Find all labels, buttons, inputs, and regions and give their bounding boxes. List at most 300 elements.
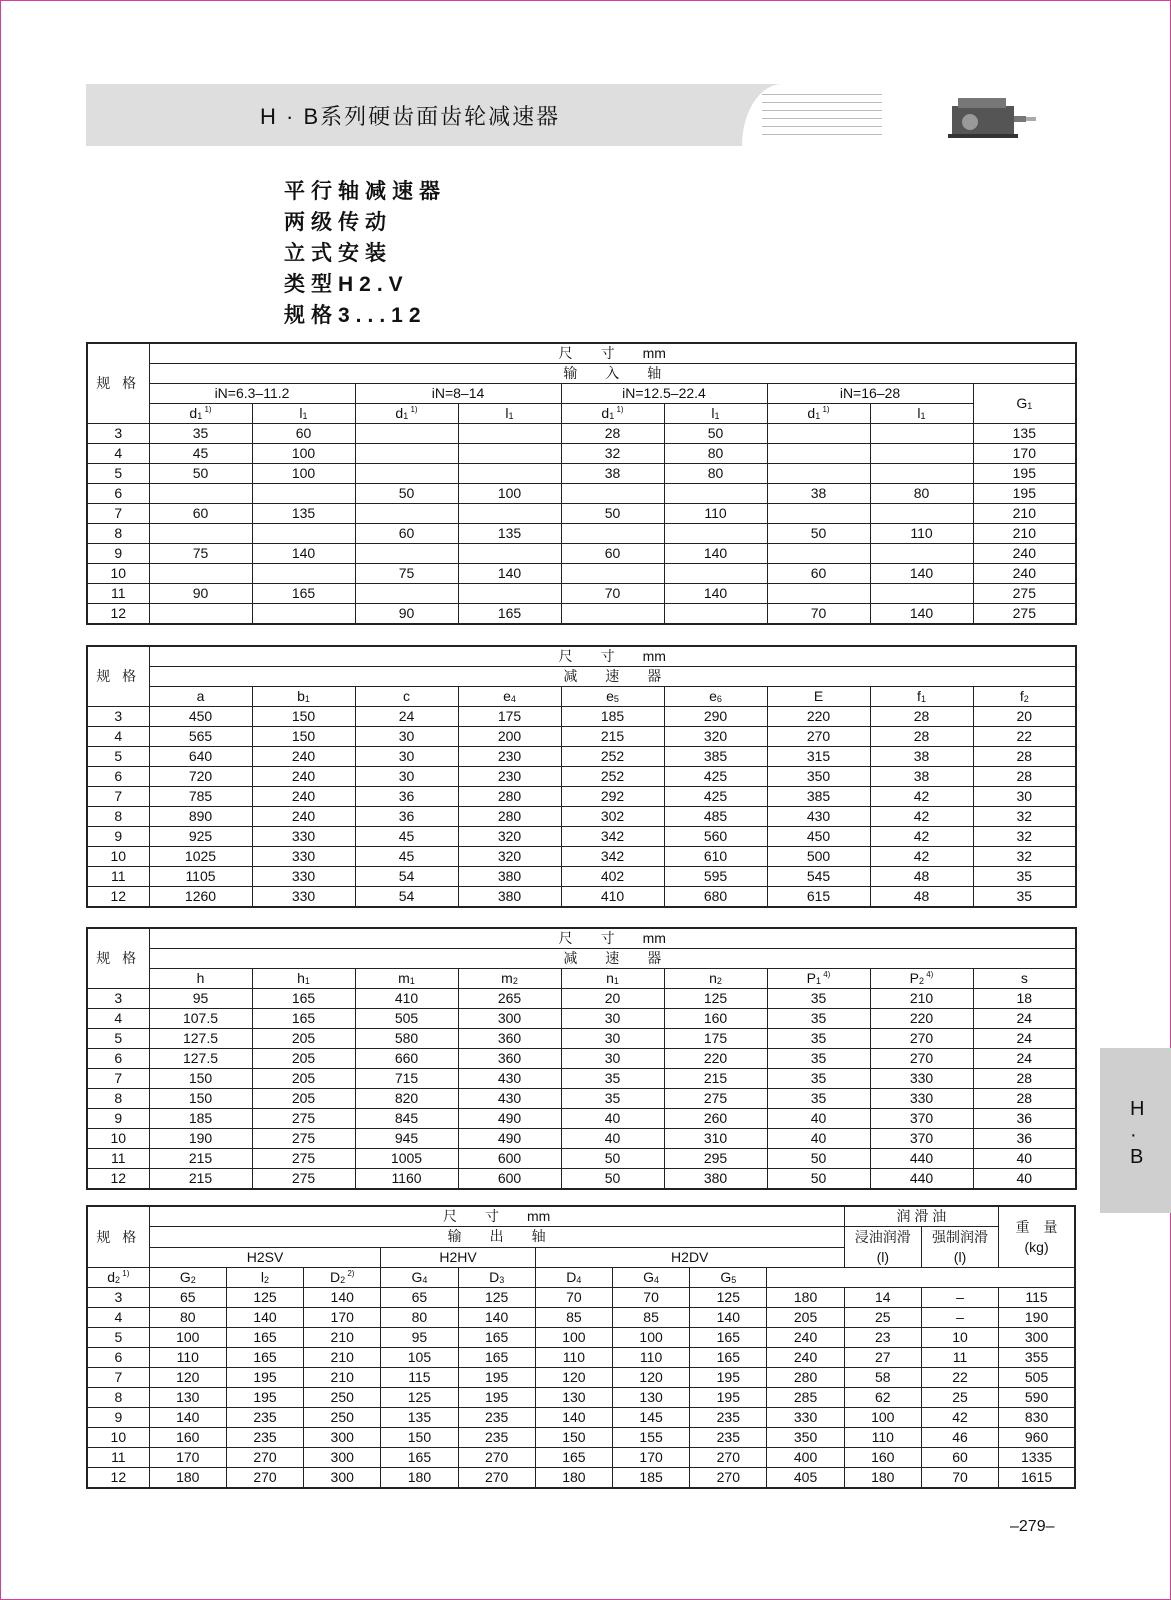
table-cell [870,544,973,564]
table-cell [870,504,973,524]
table-cell: 270 [458,1468,535,1489]
table-cell: 140 [664,544,767,564]
table-cell: 330 [252,827,355,847]
table-cell: 70 [561,584,664,604]
table-cell [767,444,870,464]
table-cell: 32 [973,807,1076,827]
table-cell: 50 [664,424,767,444]
table-cell: 355 [999,1348,1075,1368]
table-cell: 35 [767,1009,870,1029]
table-cell: 165 [535,1448,612,1468]
table-cell: 150 [381,1428,458,1448]
table-cell: 14 [844,1288,921,1308]
reducer-header: 减 速 器 [149,667,1076,687]
table-cell: 330 [870,1069,973,1089]
table-cell [767,504,870,524]
table-cell: 410 [561,887,664,908]
table-cell: 342 [561,847,664,867]
table-cell: 50 [355,484,458,504]
table-cell: 195 [458,1368,535,1388]
dip-label: 浸油润滑 [854,1229,911,1245]
table-cell: 260 [664,1109,767,1129]
table-cell: 45 [355,827,458,847]
table-cell: 210 [973,504,1076,524]
table-cell: 10 [921,1328,998,1348]
table-cell: 380 [458,887,561,908]
table-row [87,727,1076,747]
table-cell: 100 [844,1408,921,1428]
table-cell: 4 [87,727,149,747]
column-header: $m_1$ [355,969,458,989]
table-cell [767,424,870,444]
table-cell [458,544,561,564]
table-cell: 6 [87,767,149,787]
subtitle-3: 立式安装 [284,242,392,265]
table-cell: 28 [870,707,973,727]
table-cell: 38 [767,484,870,504]
column-header: $e_4$ [458,687,561,707]
table-cell: 9 [87,827,149,847]
table-row [87,1348,1075,1368]
ratio-header: iN=12.5–22.4 [561,384,767,404]
table-cell: 130 [149,1388,226,1408]
table-cell: 155 [612,1428,689,1448]
table-cell: 7 [87,1368,149,1388]
table-cell: 175 [664,1029,767,1049]
table-cell: 330 [252,847,355,867]
table-cell: 180 [381,1468,458,1489]
table-cell: 252 [561,747,664,767]
table-cell: 30 [355,767,458,787]
table-cell: 275 [252,1169,355,1190]
table-cell: 1025 [149,847,252,867]
table-cell: 315 [767,747,870,767]
table-cell: 38 [870,747,973,767]
table-cell: 42 [870,827,973,847]
table-cell: 490 [458,1109,561,1129]
table-cell: 65 [381,1288,458,1308]
table-cell: 215 [149,1149,252,1169]
table-cell [355,504,458,524]
table-cell: 165 [458,604,561,625]
table-cell: 32 [973,847,1076,867]
table-row [87,1089,1076,1109]
table-cell: 120 [149,1368,226,1388]
column-header: $l_2$ [226,1268,303,1288]
table-cell: 115 [381,1368,458,1388]
column-header: $d_2$ $^{1)}$ [87,1268,149,1288]
table-row [87,1408,1075,1428]
column-header: $n_2$ [664,969,767,989]
table-cell: 24 [973,1009,1076,1029]
group-header: H2DV [535,1247,844,1268]
table-cell: 50 [767,524,870,544]
table-row [87,989,1076,1009]
table-cell: 120 [535,1368,612,1388]
table-cell: 28 [561,424,664,444]
table-cell: 600 [458,1149,561,1169]
section-tab [1100,1048,1171,1213]
weight-unit: (kg) [1024,1239,1049,1255]
table-cell: 185 [561,707,664,727]
table-cell [870,444,973,464]
table-cell [149,564,252,584]
table-cell: 110 [149,1348,226,1368]
table-cell: 8 [87,1089,149,1109]
table-cell: 285 [767,1388,844,1408]
table-cell: 195 [973,484,1076,504]
column-header: a [149,687,252,707]
table-row [87,827,1076,847]
spec-header: 规 格 [87,343,149,424]
table-cell: 960 [999,1428,1075,1448]
table-cell: 28 [973,1089,1076,1109]
table-cell [149,604,252,625]
table-cell: 80 [870,484,973,504]
table-cell: 10 [87,1428,149,1448]
table-cell: 450 [149,707,252,727]
table-cell: 165 [226,1328,303,1348]
column-header: $n_1$ [561,969,664,989]
table-cell: 90 [355,604,458,625]
column-header: $P_1$ $^{4)}$ [767,969,870,989]
table-row [87,484,1076,504]
table-cell: 235 [226,1428,303,1448]
table-cell: 280 [458,787,561,807]
table-cell: 22 [921,1368,998,1388]
table-row [87,544,1076,564]
table-cell: 252 [561,767,664,787]
table-cell: 230 [458,747,561,767]
column-header: $G_4$ [612,1268,689,1288]
table-cell: 945 [355,1129,458,1149]
table-cell: 615 [767,887,870,908]
table-cell: 10 [87,1129,149,1149]
table-row [87,1029,1076,1049]
table-cell: 3 [87,707,149,727]
table-cell: 24 [973,1029,1076,1049]
table-cell: 240 [252,787,355,807]
table-cell [561,564,664,584]
table-cell: 35 [767,1049,870,1069]
page-title: H · B系列硬齿面齿轮减速器 [260,104,561,129]
table-cell: – [921,1308,998,1328]
table-cell: 170 [149,1448,226,1468]
table-cell: 20 [973,707,1076,727]
subtitle-2: 两级传动 [284,211,392,234]
table-cell: 8 [87,524,149,544]
table-cell: 195 [690,1368,767,1388]
table-cell: 140 [458,1308,535,1328]
table-cell: 10 [87,564,149,584]
column-header: $d_1$ $^{1)}$ [149,404,252,424]
table-cell: 210 [304,1368,381,1388]
table-cell: 11 [87,584,149,604]
table-cell: 350 [767,767,870,787]
table-cell: 385 [664,747,767,767]
column-header: $l_1$ [252,404,355,424]
table-cell: 42 [870,847,973,867]
table-cell: 342 [561,827,664,847]
table-cell: 36 [973,1129,1076,1149]
table-cell: 105 [381,1348,458,1368]
table-cell: 205 [767,1308,844,1328]
column-header: $D_4$ [535,1268,612,1288]
table-cell: 95 [381,1328,458,1348]
table-cell: 565 [149,727,252,747]
g1-header: $G_1$ [973,384,1076,424]
table-cell: 380 [458,867,561,887]
table-cell: 135 [973,424,1076,444]
table-cell: 18 [973,989,1076,1009]
table-cell: 140 [458,564,561,584]
table-cell: 30 [355,747,458,767]
table-cell: 140 [664,584,767,604]
table-cell: 140 [252,544,355,564]
table-cell: 195 [690,1388,767,1408]
table-cell: 500 [767,847,870,867]
table-cell: 80 [664,464,767,484]
table-cell: 110 [870,524,973,544]
dip-header [844,1227,921,1268]
table-cell: 195 [226,1368,303,1388]
table-row [87,564,1076,584]
table-cell: 165 [252,584,355,604]
column-header: $f_1$ [870,687,973,707]
table-cell: 425 [664,787,767,807]
table-cell: 235 [690,1408,767,1428]
table-cell: 450 [767,827,870,847]
table-cell: 54 [355,887,458,908]
table-cell: 215 [664,1069,767,1089]
table-cell: 265 [458,989,561,1009]
table-cell: 140 [226,1308,303,1328]
table-cell: 545 [767,867,870,887]
table-row [87,707,1076,727]
table-cell: 310 [664,1129,767,1149]
table-cell [355,444,458,464]
table-cell: 65 [149,1288,226,1308]
table-cell: 330 [870,1089,973,1109]
table-cell: 150 [149,1069,252,1089]
table-cell: 20 [561,989,664,1009]
table-cell: 185 [149,1109,252,1129]
table-cell: 215 [149,1169,252,1190]
table-cell: 280 [458,807,561,827]
table-cell: 80 [149,1308,226,1328]
table-cell: 5 [87,1029,149,1049]
column-header: $G_2$ [149,1268,226,1288]
table-cell: 54 [355,867,458,887]
column-header: E [767,687,870,707]
table-cell: 200 [458,727,561,747]
column-header: $f_2$ [973,687,1076,707]
table-cell [767,544,870,564]
table-cell: 38 [561,464,664,484]
table-cell: 135 [381,1408,458,1428]
table-cell: 300 [999,1328,1075,1348]
table-row [87,504,1076,524]
weight-header [999,1206,1075,1268]
column-header: $m_2$ [458,969,561,989]
table-cell: 6 [87,1049,149,1069]
table-cell: 402 [561,867,664,887]
forced-label: 强制润滑 [932,1229,989,1245]
table-cell: 280 [767,1368,844,1388]
table-cell: 195 [973,464,1076,484]
table-cell: 275 [664,1089,767,1109]
table-cell: 320 [458,847,561,867]
table-cell: 9 [87,1109,149,1129]
table-cell: 60 [355,524,458,544]
table-cell: 270 [226,1448,303,1468]
table-cell: 185 [612,1468,689,1489]
table-cell: 485 [664,807,767,827]
subtitle-1: 平行轴减速器 [284,180,446,203]
table-cell: 330 [252,867,355,887]
table-cell: 175 [458,707,561,727]
table-cell: 107.5 [149,1009,252,1029]
table-cell: 100 [612,1328,689,1348]
table-cell: 25 [921,1388,998,1408]
table-row [87,1129,1076,1149]
table-cell: 8 [87,807,149,827]
table-cell [870,464,973,484]
table-cell: 9 [87,1408,149,1428]
table-row [87,1288,1075,1308]
spec-header: 规 格 [87,1206,149,1268]
table-cell [355,544,458,564]
table-cell: 410 [355,989,458,1009]
table-cell: 40 [561,1109,664,1129]
table-cell: 150 [252,707,355,727]
table-cell: 42 [870,787,973,807]
output-shaft-table [86,1205,1076,1489]
dim-header: 尺 寸 mm [149,646,1076,667]
table-cell: 22 [973,727,1076,747]
table-cell: 350 [767,1428,844,1448]
column-header: $P_2$ $^{4)}$ [870,969,973,989]
table-cell: 140 [870,604,973,625]
table-cell: 925 [149,827,252,847]
table-cell: 235 [226,1408,303,1428]
table-cell: 35 [149,424,252,444]
table-row [87,444,1076,464]
table-cell: 30 [355,727,458,747]
table-cell [664,484,767,504]
table-cell: 70 [921,1468,998,1489]
table-row [87,604,1076,625]
table-cell: 180 [149,1468,226,1489]
table-cell: 28 [870,727,973,747]
table-cell: 40 [973,1149,1076,1169]
table-cell: 165 [690,1348,767,1368]
table-cell: 240 [767,1348,844,1368]
table-cell: 215 [561,727,664,747]
table-cell: 370 [870,1129,973,1149]
table-cell: 140 [304,1288,381,1308]
table-cell: 36 [355,807,458,827]
table-cell: 50 [561,1149,664,1169]
table-cell: 50 [561,504,664,524]
table-cell: 100 [149,1328,226,1348]
table-cell: 160 [664,1009,767,1029]
table-cell: 830 [999,1408,1075,1428]
table-cell: 40 [767,1109,870,1129]
table-cell: 505 [355,1009,458,1029]
table-cell: 170 [304,1308,381,1328]
table-row [87,424,1076,444]
table-cell: 40 [767,1129,870,1149]
table-cell [355,584,458,604]
table-cell: 42 [870,807,973,827]
header-band [86,84,1076,146]
table-cell: 165 [252,1009,355,1029]
table-cell: 205 [252,1069,355,1089]
table-cell: 8 [87,1388,149,1408]
gearbox-icon [948,92,1038,140]
table-cell: 600 [458,1169,561,1190]
table-cell: 270 [767,727,870,747]
spec-header: 规 格 [87,646,149,707]
table-cell: 165 [226,1348,303,1368]
table-cell: 240 [252,747,355,767]
group-header: H2SV [149,1247,381,1268]
table-cell: 1105 [149,867,252,887]
table-cell: 890 [149,807,252,827]
column-header: s [973,969,1076,989]
table-cell: 785 [149,787,252,807]
table-cell: 125 [664,989,767,1009]
table-cell: 95 [149,989,252,1009]
table-cell: 80 [381,1308,458,1328]
table-cell: 70 [767,604,870,625]
table-cell: 60 [252,424,355,444]
table-cell: 30 [561,1029,664,1049]
table-cell: 62 [844,1388,921,1408]
table-cell: 610 [664,847,767,867]
table-cell: 292 [561,787,664,807]
weight-label: 重 量 [1015,1219,1058,1235]
table-cell: 50 [767,1149,870,1169]
table-cell: 27 [844,1348,921,1368]
table-cell: 32 [561,444,664,464]
table-cell: 3 [87,989,149,1009]
table-cell: 275 [973,584,1076,604]
table-cell: 220 [870,1009,973,1029]
table-cell: 125 [226,1288,303,1308]
table-cell: 6 [87,484,149,504]
table-cell: 45 [149,444,252,464]
table-cell: 320 [664,727,767,747]
table-cell: 12 [87,1468,149,1489]
table-cell: 12 [87,1169,149,1190]
reducer-table-1 [86,645,1077,908]
table-cell: 235 [690,1428,767,1448]
table-cell: 30 [561,1009,664,1029]
table-cell: 720 [149,767,252,787]
table-row [87,807,1076,827]
table-cell [458,464,561,484]
subtitle-block [284,176,446,331]
page-number: –279– [1010,1518,1055,1535]
table-cell: 270 [690,1448,767,1468]
table-row [87,524,1076,544]
table-cell: 50 [561,1169,664,1190]
ratio-header: iN=6.3–11.2 [149,384,355,404]
table-cell: 46 [921,1428,998,1448]
table-cell: 50 [767,1169,870,1190]
